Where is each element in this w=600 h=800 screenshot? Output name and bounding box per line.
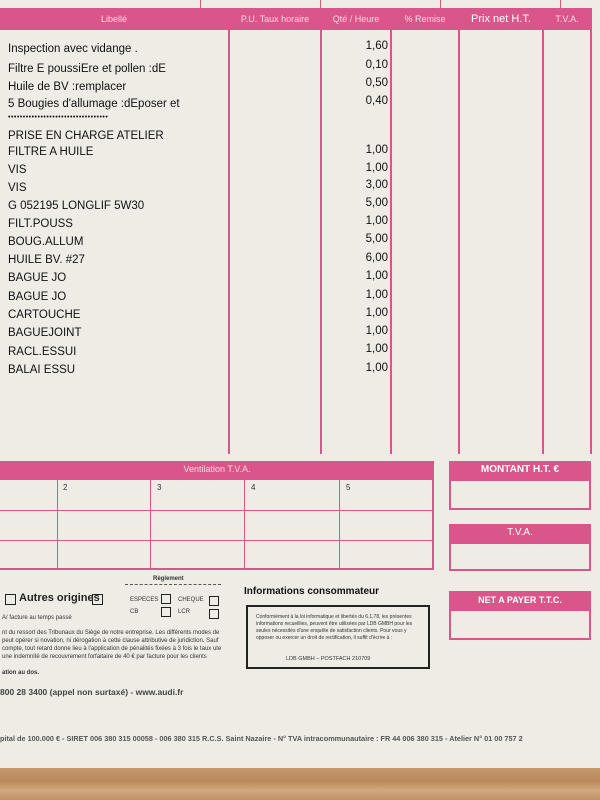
facture-note: A/ facture au temps passé <box>2 615 72 621</box>
line-qty: 0,10 <box>365 59 388 71</box>
info-box <box>246 605 430 669</box>
autres-checkbox-left[interactable] <box>5 594 16 605</box>
grid-row <box>0 510 432 511</box>
line-label: BOUG.ALLUM <box>8 236 84 248</box>
info-address: LDB GMBH – POSTFACH 210709 <box>286 656 371 662</box>
ventilation-header: Ventilation T.V.A. <box>0 461 434 478</box>
top-edge <box>440 0 441 8</box>
ventilation-col-label: 3 <box>157 483 162 492</box>
legal-text: nt du ressort des Tribunaux du Siège de notre entreprise. Les différents modes de peut opérer si novation, ni dérogation à cette clause attributive de juridiction. Sauf compte, tout retard donne lieu à l'application de pénalités fixées à 3 fois le taux ute une indemnité de recouvrement forfaitaire de 40 € par facture pour les clients <box>2 630 222 660</box>
line-qty: 1,00 <box>365 343 388 355</box>
line-label: FILTRE A HUILE <box>8 146 94 158</box>
reglement-title: Règlement <box>153 576 184 582</box>
col-divider <box>228 8 230 454</box>
top-edge <box>320 0 321 8</box>
cb-checkbox[interactable] <box>161 607 171 617</box>
lcr-label: LCR <box>178 609 191 615</box>
line-qty: 1,00 <box>365 215 388 227</box>
footer-legal: pital de 100.000 € - SIRET 006 380 315 00058 - 006 380 315 R.C.S. Saint Nazaire - N° TVA intracommunautaire : FR 44 006 380 315 - Atelier N° 01 00 757 2 <box>0 734 523 743</box>
line-label: G 052195 LONGLIF 5W30 <box>8 200 145 212</box>
line-qty: 1,00 <box>365 144 388 156</box>
line-label: BAGUE JO <box>8 272 67 284</box>
line-qty: 1,00 <box>365 307 388 319</box>
line-qty: 5,00 <box>365 233 388 245</box>
autres-checkbox-right[interactable] <box>92 594 103 605</box>
wood-background <box>0 768 600 800</box>
lcr-checkbox[interactable] <box>209 609 219 619</box>
line-label: VIS <box>8 164 27 176</box>
line-qty: 1,00 <box>365 325 388 337</box>
line-label: BALAI ESSU <box>8 364 76 376</box>
cb-label: CB <box>130 609 139 615</box>
col-divider <box>390 8 392 454</box>
cheque-label: CHEQUE <box>178 597 204 603</box>
header-libelle: Libellé <box>0 8 228 30</box>
reglement-box <box>125 576 221 625</box>
line-label: Inspection avec vidange . <box>8 43 138 55</box>
tva-label: T.V.A. <box>449 524 591 542</box>
top-edge <box>200 0 201 8</box>
net-payer-box <box>449 609 591 640</box>
col-divider <box>458 8 460 454</box>
line-qty: 1,00 <box>365 162 388 174</box>
header-prix: Prix net H.T. <box>460 8 542 30</box>
line-label: 5 Bougies d'allumage :dEposer et <box>8 98 180 110</box>
top-edge <box>560 0 561 8</box>
info-title: Informations consommateur <box>244 586 380 597</box>
line-qty: 5,00 <box>365 197 388 209</box>
grid-col <box>339 480 340 568</box>
grid-col <box>244 480 245 568</box>
col-divider <box>320 8 322 454</box>
line-label: Huile de BV :remplacer <box>8 81 127 93</box>
header-tva: T.V.A. <box>544 8 590 30</box>
grid-col <box>150 480 151 568</box>
line-label: FILT.POUSS <box>8 218 73 230</box>
line-label: BAGUE JO <box>8 291 67 303</box>
grid-row <box>0 540 432 541</box>
especes-label: ESPECES <box>130 597 159 603</box>
line-qty: 3,00 <box>365 179 388 191</box>
header-remise: % Remise <box>392 8 458 30</box>
header-pu: P.U. Taux horaire <box>230 8 320 30</box>
net-payer-label: NET A PAYER T.T.C. <box>449 591 591 609</box>
separator-dots: •••••••••••••••••••••••••••••••••• <box>8 114 109 121</box>
line-qty: 0,50 <box>365 77 388 89</box>
ventilation-col-label: 2 <box>63 483 68 492</box>
line-label: Filtre E poussiEre et pollen :dE <box>8 63 166 75</box>
line-label: VIS <box>8 182 27 194</box>
especes-checkbox[interactable] <box>161 594 171 604</box>
cheque-checkbox[interactable] <box>209 596 219 606</box>
info-text: Conformément à la loi informatique et libertés du 6.1.78, les présentes informations recueillies, peuvent être utilisées par LDB GMBH pour les seules nécessités d'une enquête de satisfaction clients. Pour vous y opposer ou exercer un droit de rectification, il suffit d'écrire à : <box>256 614 413 641</box>
line-label: BAGUEJOINT <box>8 327 82 339</box>
autres-origines-label: Autres origines <box>19 592 100 604</box>
line-qty: 1,00 <box>365 270 388 282</box>
line-qty: 6,00 <box>365 252 388 264</box>
header-qte: Qté / Heure <box>322 8 390 30</box>
phone-line: 800 28 3400 (appel non surtaxé) - www.audi.fr <box>0 687 184 697</box>
tva-box <box>449 542 591 571</box>
line-label: RACL.ESSUI <box>8 346 77 358</box>
ventilation-col-label: 5 <box>346 483 351 492</box>
ventilation-col-label: 4 <box>251 483 256 492</box>
ation-text: ation au dos. <box>2 670 40 676</box>
line-qty: 1,00 <box>365 362 388 374</box>
grid-col <box>57 480 58 568</box>
col-divider <box>590 8 592 454</box>
line-qty: 1,60 <box>365 40 388 52</box>
col-divider <box>542 8 544 454</box>
line-label: PRISE EN CHARGE ATELIER <box>8 130 164 142</box>
montant-ht-label: MONTANT H.T. € <box>449 461 591 479</box>
line-label: CARTOUCHE <box>8 309 81 321</box>
line-qty: 1,00 <box>365 289 388 301</box>
line-label: HUILE BV. #27 <box>8 254 85 266</box>
ventilation-grid <box>0 478 434 570</box>
line-qty: 0,40 <box>365 95 388 107</box>
montant-ht-box <box>449 479 591 510</box>
